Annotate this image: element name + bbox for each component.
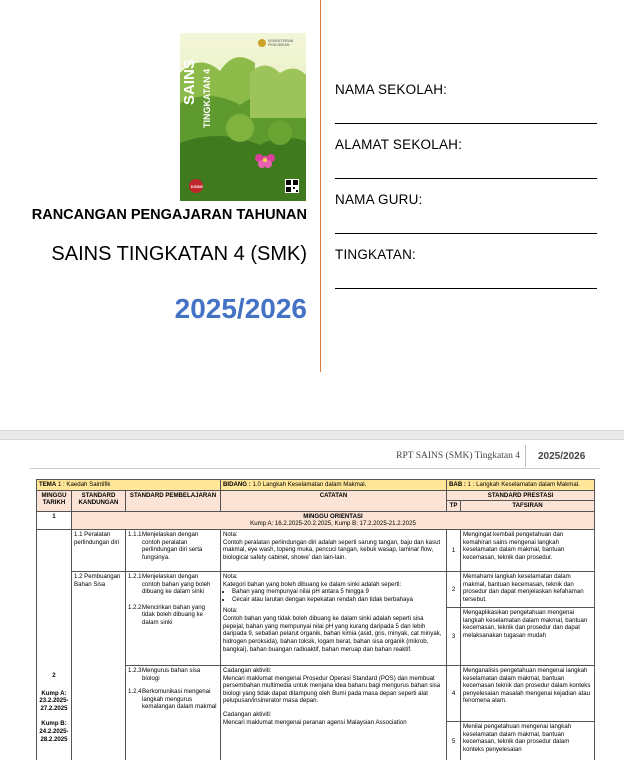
sp-item: 1.1.1 Menjelaskan dengan contoh peralatan perlindungan diri serta fungsinya. [126, 530, 221, 572]
tafsiran-item: Menganalisis pengetahuan mengenai langkah keselamatan dalam makmal, bantuan kecemasan teknik dan prosedur dalam konteks penyelesaian masalah mengenai kejadian atau fenomena alam. [461, 666, 595, 722]
sp-header: STANDARD PEMBELAJARAN [126, 490, 221, 511]
catatan-item: Nota: Contoh peralatan perlindungan diri adalah seperti sarung tangan, baju dan kasut makmal, eye wash, topeng muka, pencuci tangan, kebuk wasap, laminar flow, biological safety cabinet, showe' dan lain-lain. [221, 530, 447, 572]
rpt-title: RANCANGAN PENGAJARAN TAHUNAN [31, 207, 307, 223]
tafsiran-header: TAFSIRAN [461, 501, 595, 512]
header-divider [525, 445, 526, 467]
sp-item: 1.2.3 Mengurus bahan sisa biologi 1.2.4 Berkomunikasi mengenai langkah mengurus kemalangan dalam makmal [126, 666, 221, 760]
divider-line [320, 0, 321, 372]
catatan-header: CATATAN [221, 490, 447, 511]
teacher-name-label: NAMA GURU: [335, 192, 423, 207]
level-field[interactable] [335, 288, 597, 289]
year-title: 2025/2026 [174, 293, 307, 324]
page-header [0, 440, 624, 472]
page-gap [0, 430, 624, 440]
tp-value: 1 [447, 530, 461, 572]
tp-value: 4 [447, 666, 461, 722]
sk-item: 1.2 Pembuangan Bahan Sisa [72, 572, 126, 760]
svg-text:PENDIDIKAN: PENDIDIKAN [268, 43, 290, 47]
orientation-row [37, 511, 595, 529]
svg-text:SAINS: SAINS [181, 59, 198, 105]
sk-item: 1.1 Peralatan perlindungan diri [72, 530, 126, 572]
school-address-label: ALAMAT SEKOLAH: [335, 137, 463, 152]
tafsiran-item: Memahami langkah keselamatan dalam makmal, bantuan kecemasan, teknik dan prosedur dan dapat menjelaskan kefahaman tersebut. [461, 572, 595, 608]
tafsiran-item: Menilai pengetahuan mengenai langkah keselamatan dalam makmal, bantuan kecemasan, teknik dan prosedur dalam konteks penyelesaian [461, 722, 595, 760]
textbook-cover-image [180, 33, 306, 201]
theme-row [37, 480, 595, 491]
tafsiran-item: Mengaplikasikan pengetahuan mengenai langkah keselamatan dalam makmal, bantuan kecemasan, teknik dan prosedur dan dapat melaksanakan tugasan mudah [461, 608, 595, 666]
tema-cell: TEMA 1 : Kaedah Saintifik [37, 480, 221, 491]
svg-text:TINGKATAN 4: TINGKATAN 4 [202, 68, 212, 128]
week-2-cell: 2 Kump A: 23.2.2025-27.2.2025 Kump B: 24.2.2025-28.2.2025 [37, 530, 72, 760]
orientation-cell: MINGGU ORIENTASI Kump A: 16.2.2025-20.2.2025, Kump B: 17.2.2025-21.2.2025 [72, 511, 595, 529]
teacher-name-field[interactable] [335, 233, 597, 234]
column-header-row [37, 490, 595, 501]
minggu-header: MINGGU TARIKH [37, 490, 72, 511]
bab-cell: BAB : 1 : Langkah Keselamatan dalam Makmal. [447, 480, 595, 491]
rpt-page [0, 440, 624, 760]
table-row [37, 530, 595, 572]
catatan-item: Cadangan aktiviti: Mencari maklumat mengenai Prosedur Operasi Standard (POS) dan membuat persembahan multimedia untuk menjana idea baharu bagi mengurus bahan sisa biologi yang tidak dapat ditampung oleh Bumi pada masa depan seperti alat pelupusan/insinerator masa depan. Cadangan aktiviti: Mencari maklumat mengenai peranan agensi Malaysian Association [221, 666, 447, 760]
tp-value: 5 [447, 722, 461, 760]
header-document-title: RPT SAINS (SMK) Tingkatan 4 [396, 451, 520, 461]
sk-header: STANDARD KANDUNGAN [72, 490, 126, 511]
sprestasi-header: STANDARD PRESTASI [447, 490, 595, 501]
tp-header: TP [447, 501, 461, 512]
catatan-item: Nota: Kategori bahan yang boleh dibuang ke dalam sinki adalah seperti: • Bahan yang mempunyai nilai pH antara 5 hingga 9 • Cecair atau larutan dengan kepekatan rendah dan tidak berbahaya Nota: Contoh bahan yang tidak boleh dibuang ke dalam sinki adalah seperti sisa pepejal, bahan yang mempunyai nilai pH yang kurang daripada 5 dan lebih daripada 9, sebatian pelarut organik, bahan kimia (asid, gris, minyak, cat minyak, hidrogen peroksida), bahan toksik, logam berat, bahan sisa organik (mikrob, bangkai), bahan buangan radioaktif, bahan meruap dan bahan reaktif. [221, 572, 447, 666]
school-name-field[interactable] [335, 123, 597, 124]
table-row [37, 572, 595, 608]
subject-title: SAINS TINGKATAN 4 (SMK) [51, 243, 307, 265]
school-address-field[interactable] [335, 178, 597, 179]
sp-item: 1.2.1 Menjelaskan dengan contoh bahan yang boleh dibuang ke dalam sinki 1.2.2 Mencirikan bahan yang tidak boleh dibuang ke dalam sinki [126, 572, 221, 666]
week-1-cell: 1 [37, 511, 72, 529]
svg-text:KSSM: KSSM [191, 184, 203, 189]
school-name-label: NAMA SEKOLAH: [335, 82, 448, 97]
tp-value: 3 [447, 608, 461, 666]
bidang-cell: BIDANG : 1.0 Langkah Keselamatan dalam Makmal. [221, 480, 447, 491]
rpt-table [36, 479, 595, 760]
tafsiran-item: Mengingat kembali pengetahuan dan kemahiran sains mengenai langkah keselamatan dalam makmal, bantuan kecemasan, teknik dan prosedur. [461, 530, 595, 572]
header-year: 2025/2026 [538, 451, 586, 462]
tp-value: 2 [447, 572, 461, 608]
header-rule [30, 468, 600, 469]
level-label: TINGKATAN: [335, 247, 417, 262]
svg-text:KEMENTERIAN: KEMENTERIAN [268, 39, 294, 43]
